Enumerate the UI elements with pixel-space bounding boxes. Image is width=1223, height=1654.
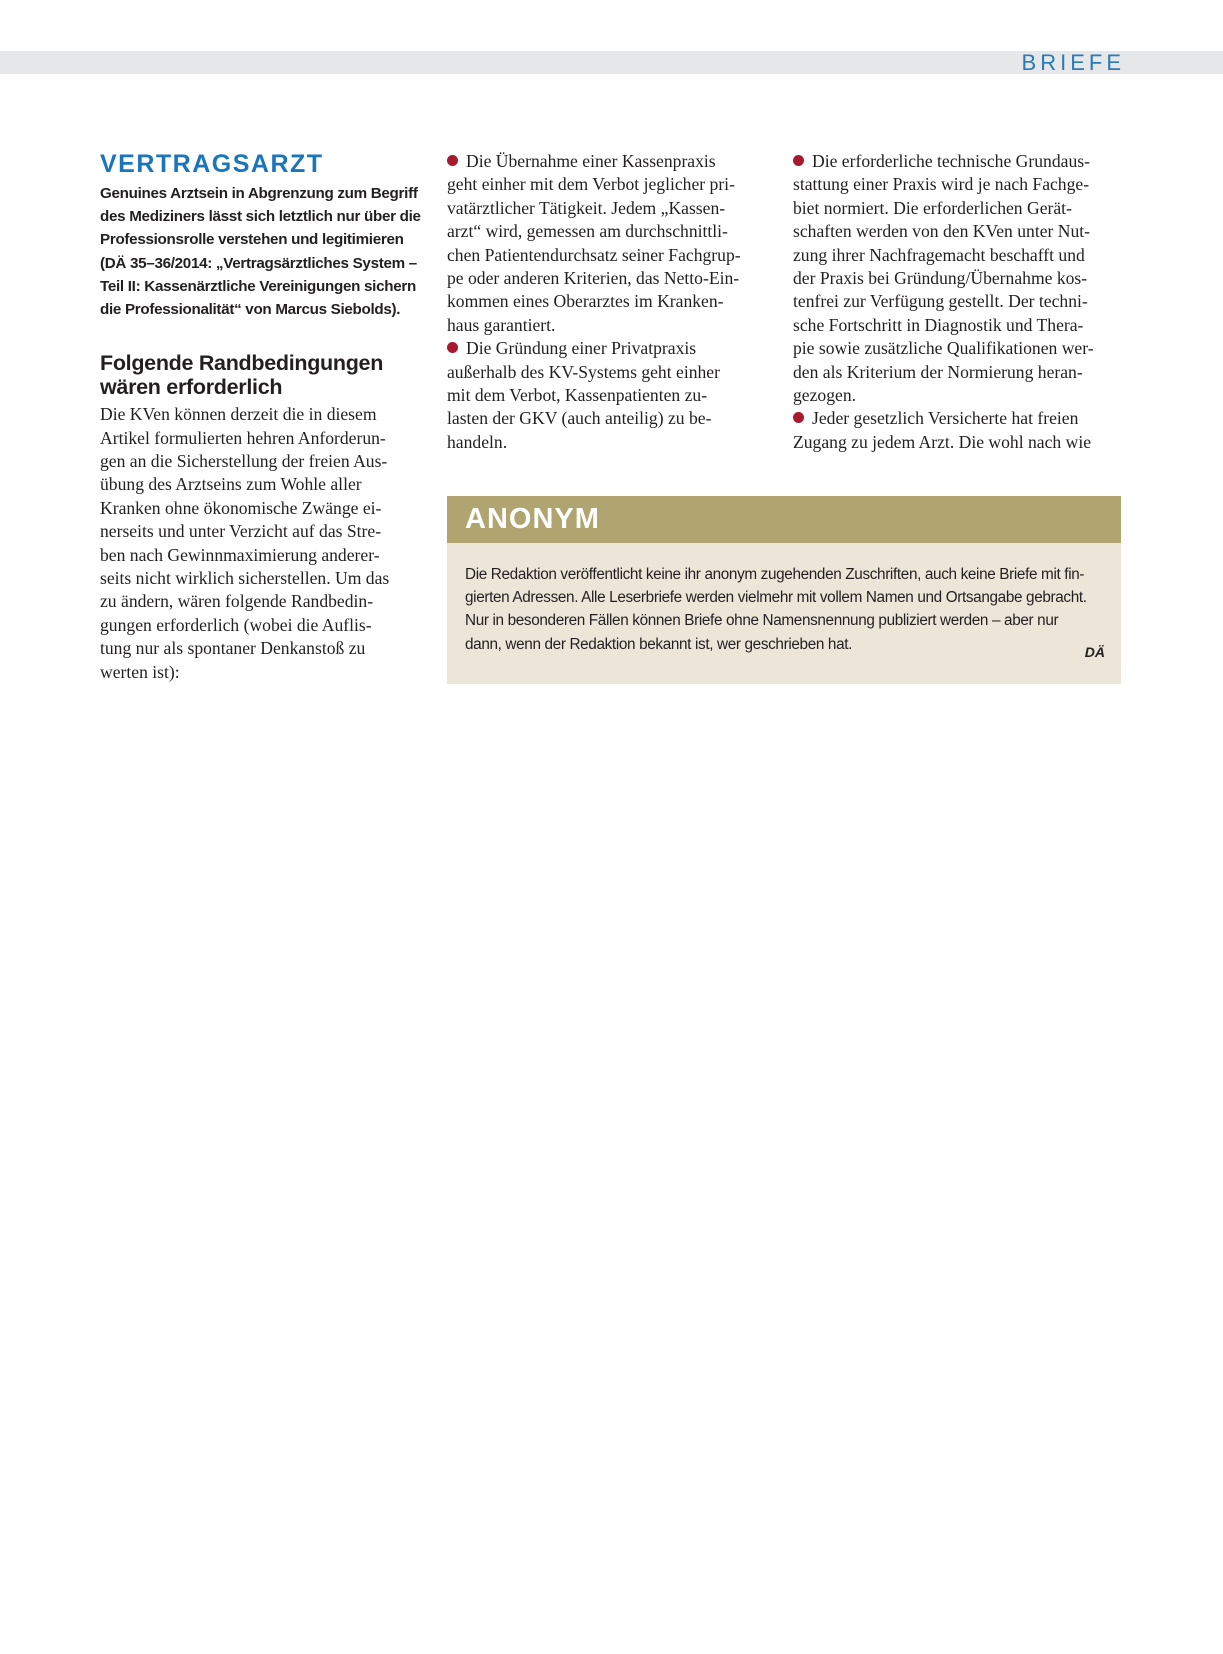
bullet-line: schaften werden von den KVen unter Nut- xyxy=(793,221,1091,242)
bullet-line: arzt“ wird, gemessen am durchschnittli- xyxy=(447,221,728,242)
subheading-line: Folgende Randbedingungen xyxy=(100,351,384,376)
infobox-line: Nur in besonderen Fällen können Briefe ohne Namensnennung publiziert werden – aber nur xyxy=(465,612,1059,630)
bullet-line: biet normiert. Die erforderlichen Gerät- xyxy=(793,197,1072,218)
body-line: nerseits und unter Verzicht auf das Stre- xyxy=(100,521,382,542)
bullet-line: außerhalb des KV-Systems geht einher xyxy=(447,361,720,382)
infobox-title: ANONYM xyxy=(447,496,1121,543)
infobox-line: Die Redaktion veröffentlicht keine ihr anonym zugehenden Zuschriften, auch keine Briefe mit fin- xyxy=(465,566,1085,583)
section-label: BRIEFE xyxy=(1021,50,1125,75)
teaser-line: Teil II: Kassenärztliche Vereinigungen sichern xyxy=(100,277,416,295)
anonym-infobox xyxy=(447,496,1121,684)
bullet-icon xyxy=(793,412,804,423)
body-line: gen an die Sicherstellung der freien Aus- xyxy=(100,451,388,472)
infobox-signature: DÄ xyxy=(1084,644,1105,660)
column-middle xyxy=(447,150,767,454)
column-right xyxy=(793,150,1123,454)
infobox-line: gierten Adressen. Alle Leserbriefe werden vielmehr mit vollem Namen und Ortsangabe gebracht. xyxy=(465,589,1087,607)
subheading-line: wären erforderlich xyxy=(100,375,283,400)
bullet-item xyxy=(447,150,767,337)
body-paragraph xyxy=(100,403,430,684)
teaser xyxy=(100,182,430,321)
body-line: tung nur als spontaner Denkanstoß zu xyxy=(100,638,366,659)
bullet-icon xyxy=(793,155,804,166)
bullet-line: Die Gründung einer Privatpraxis xyxy=(466,338,697,359)
bullet-item xyxy=(447,337,767,454)
bullet-item xyxy=(793,407,1123,454)
body-line: Kranken ohne ökonomische Zwänge ei- xyxy=(100,497,382,518)
bullet-line: handeln. xyxy=(447,431,508,452)
bullet-line: tenfrei zur Verfügung gestellt. Der techni- xyxy=(793,291,1088,312)
bullet-icon xyxy=(447,155,458,166)
bullet-line: Die erforderliche technische Grundaus- xyxy=(812,151,1090,171)
bullet-line: kommen eines Oberarztes im Kranken- xyxy=(447,291,724,312)
bullet-line: geht einher mit dem Verbot jeglicher pri- xyxy=(447,174,735,195)
bullet-line: chen Patientendurchsatz seiner Fachgrup- xyxy=(447,244,741,265)
bullet-line: haus garantiert. xyxy=(447,314,556,335)
bullet-line: den als Kriterium der Normierung heran- xyxy=(793,361,1083,382)
bullet-line: lasten der GKV (auch anteilig) zu be- xyxy=(447,408,712,429)
body-line: seits nicht wirklich sicherstellen. Um das xyxy=(100,568,390,589)
column-left xyxy=(100,150,430,684)
bullet-item xyxy=(793,150,1123,407)
bullet-line: Zugang zu jedem Arzt. Die wohl nach wie xyxy=(793,431,1092,452)
bullet-line: pie sowie zusätzliche Qualifikationen wer- xyxy=(793,338,1094,359)
infobox-line: dann, wenn der Redaktion bekannt ist, wer geschrieben hat. xyxy=(465,635,853,653)
body-line: gungen erforderlich (wobei die Auflis- xyxy=(100,614,372,635)
body-line: übung des Arztseins zum Wohle aller xyxy=(100,474,362,495)
teaser-line: (DÄ 35–36/2014: „Vertragsärztliches System – xyxy=(100,254,417,272)
teaser-line: des Mediziners lässt sich letztlich nur über die xyxy=(100,208,421,226)
subheading xyxy=(100,351,430,399)
bullet-line: zung ihrer Nachfragemacht beschafft und xyxy=(793,244,1085,265)
bullet-line: pe oder anderen Kriterien, das Netto-Ein- xyxy=(447,268,740,289)
bullet-line: Jeder gesetzlich Versicherte hat freien xyxy=(812,408,1079,429)
body-line: zu ändern, wären folgende Randbedin- xyxy=(100,591,374,612)
bullet-line: Die Übernahme einer Kassenpraxis xyxy=(466,151,716,171)
bullet-line: vatärztlicher Tätigkeit. Jedem „Kassen- xyxy=(447,197,726,218)
bullet-line: der Praxis bei Gründung/Übernahme kos- xyxy=(793,268,1088,289)
teaser-line: Professionsrolle verstehen und legitimieren xyxy=(100,231,404,249)
body-line: Die KVen können derzeit die in diesem xyxy=(100,404,377,425)
bullet-line: gezogen. xyxy=(793,385,857,406)
bullet-line: mit dem Verbot, Kassenpatienten zu- xyxy=(447,385,708,406)
infobox-text xyxy=(447,543,1121,656)
teaser-line: Genuines Arztsein in Abgrenzung zum Begriff xyxy=(100,185,418,202)
bullet-line: sche Fortschritt in Diagnostik und Thera- xyxy=(793,314,1084,335)
bullet-icon xyxy=(447,342,458,353)
body-line: werten ist): xyxy=(100,661,180,682)
body-line: Artikel formulierten hehren Anforderun- xyxy=(100,427,386,448)
teaser-line: die Professionalität“ von Marcus Siebolds). xyxy=(100,301,401,319)
body-line: ben nach Gewinnmaximierung anderer- xyxy=(100,544,380,565)
kicker-title: VERTRAGSARZT xyxy=(100,150,324,178)
bullet-line: stattung einer Praxis wird je nach Fachge- xyxy=(793,174,1090,195)
